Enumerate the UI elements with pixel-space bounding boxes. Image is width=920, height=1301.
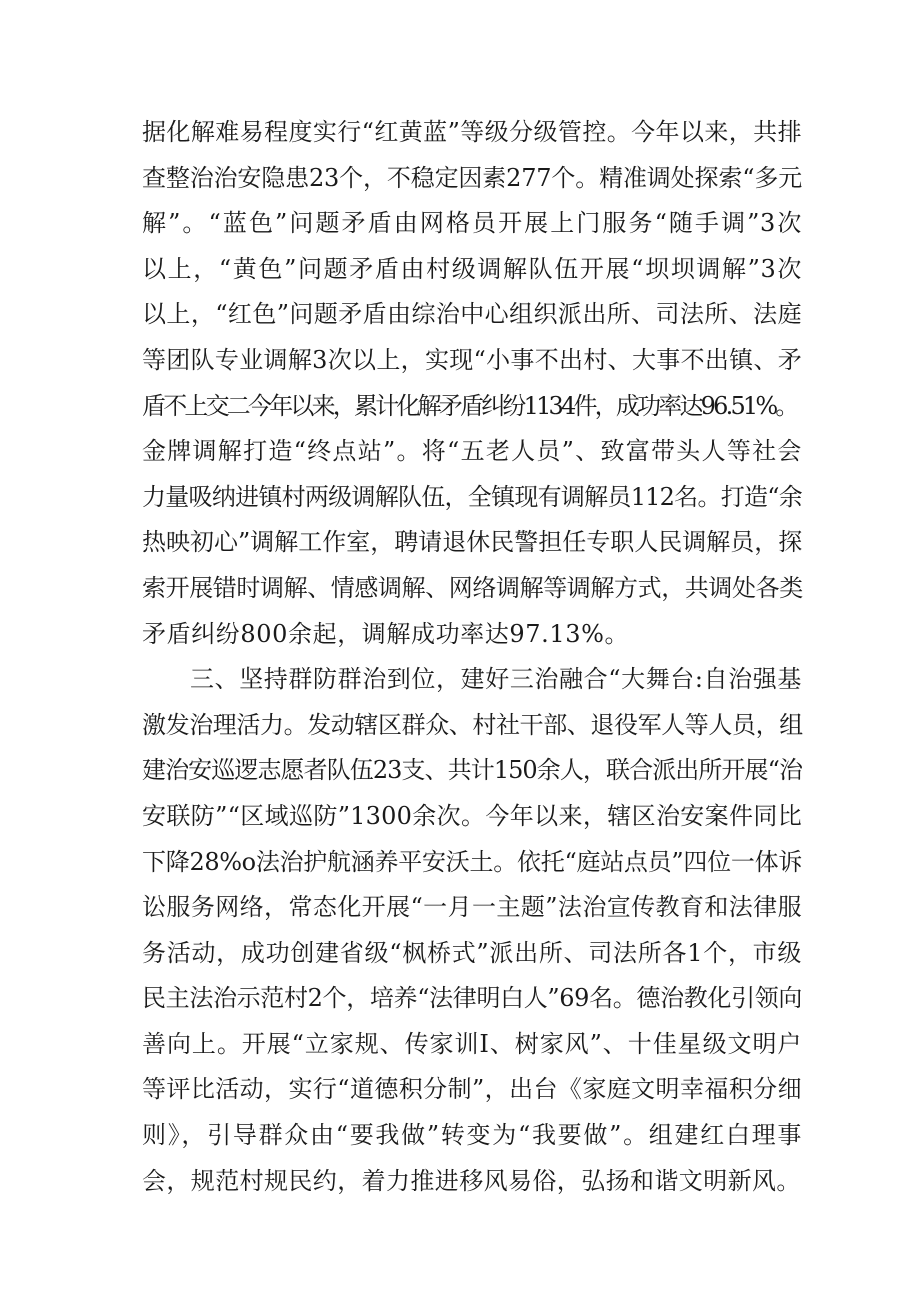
text-line: 会，规范村规民约，着力推进移风易俗，弘扬和谐文明新风。: [142, 1166, 801, 1195]
body-text: [142, 110, 802, 1204]
text-line: 民主法治示范村2个，培养“法律明白人”69名。德治教化引领向: [142, 984, 802, 1013]
text-line: 讼服务网络，常态化开展“一月一主题”法治宣传教育和法律服: [142, 893, 802, 922]
text-line: 下降28%o法治护航涵养平安沃土。依托“庭站点员”四位一体诉: [142, 847, 802, 876]
text-line: 据化解难易程度实行“红黄蓝”等级分级管控。今年以来，共排: [142, 118, 802, 146]
text-line: 索开展错时调解、情感调解、网络调解等调解方式，共调处各类: [142, 573, 803, 602]
text-line: 建治安巡逻志愿者队伍23支、共计150余人，联合派出所开展“治: [142, 756, 802, 785]
text-line: 则》，引导群众由“要我做”转变为“我要做”。组建红白理事: [142, 1121, 802, 1150]
text-line: 务活动，成功创建省级“枫桥式”派出所、司法所各1个，市级: [142, 938, 802, 967]
text-line: 等评比活动，实行“道德积分制”，出台《家庭文明幸福积分细: [142, 1075, 802, 1104]
text-line: 激发治理活力。发动辖区群众、村社干部、退役军人等人员，组: [142, 710, 803, 739]
text-line: 解”。“蓝色”问题矛盾由网格员开展上门服务“随手调”3次: [142, 209, 802, 238]
text-line: 金牌调解打造“终点站”。将“五老人员”、致富带头人等社会: [142, 437, 802, 466]
text-line: 热映初心”调解工作室，聘请退休民警担任专职人民调解员，探: [142, 528, 803, 557]
text-line: 安联防”“区域巡防”1300余次。今年以来，辖区治安案件同比: [142, 801, 802, 830]
text-line: 盾不上交二今年以来，累计化解矛盾纠纷1134件，成功率达96.51%。: [142, 391, 797, 420]
section-heading-line: 三、坚持群防群治到位，建好三治融合“大舞台:自治强基: [190, 665, 802, 694]
text-line: 以上，“红色”问题矛盾由综治中心组织派出所、司法所、法庭: [142, 300, 802, 329]
text-line: 善向上。开展“立家规、传家训I、树家风”、十佳星级文明户: [142, 1029, 802, 1058]
text-line: 以上，“黄色”问题矛盾由村级调解队伍开展“坝坝调解”3次: [142, 254, 802, 283]
text-line: 查整治治安隐患23个，不稳定因素277个。精准调处探索“多元: [142, 163, 802, 192]
text-line: 力量吸纳进镇村两级调解队伍，全镇现有调解员112名。打造“余: [142, 482, 802, 511]
text-line: 等团队专业调解3次以上，实现“小事不出村、大事不出镇、矛: [142, 345, 802, 374]
text-line: 矛盾纠纷800余起，调解成功率达97.13%。: [142, 619, 630, 648]
